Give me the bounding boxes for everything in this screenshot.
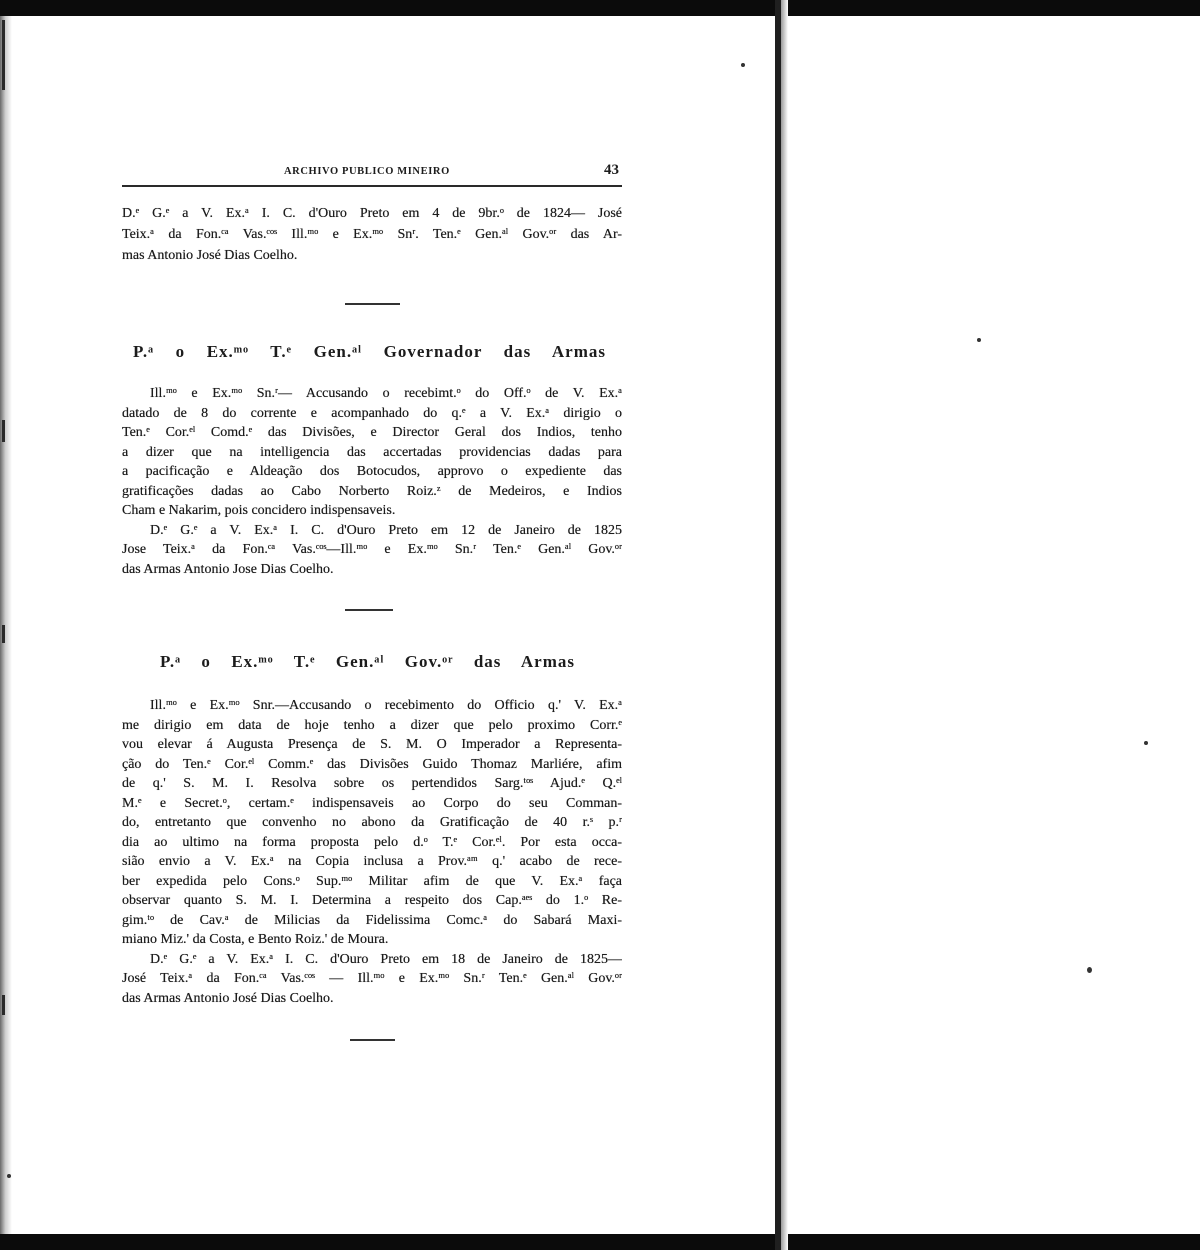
text-line: gratificações dadas ao Cabo Norberto Roiz.ᶻ de Medeiros, e Indios	[122, 483, 622, 499]
intro-paragraph	[122, 203, 622, 266]
text-line: miano Miz.' da Costa, e Bento Roiz.' de Moura.	[122, 932, 389, 947]
text-line: ber expedida pelo Cons.ᵒ Sup.ᵐᵒ Militar afim de que V. Ex.ᵃ faça	[122, 873, 622, 889]
text-line: José Teix.ᵃ da Fon.ᶜᵃ Vas.ᶜᵒˢ — Ill.ᵐᵒ e Ex.ᵐᵒ Sn.ʳ Ten.ᵉ Gen.ᵃˡ Gov.ᵒʳ	[122, 971, 622, 986]
letter-heading: P.ᵃ o Ex.ᵐᵒ T.ᵉ Gen.ᵃˡ Gov.ᵒʳ das Armas	[160, 652, 575, 671]
spine-shadow	[781, 0, 788, 1250]
text-line: observar quanto S. M. I. Determina a respeito dos Cap.ᵃᵉˢ do 1.ᵒ Re-	[122, 893, 622, 908]
text-line: D.ᵉ G.ᵉ a V. Ex.ᵃ I. C. d'Ouro Preto em 12 de Janeiro de 1825	[150, 522, 622, 538]
scan-speck	[1144, 741, 1148, 745]
letter-body	[122, 384, 622, 579]
text-line: Ill.ᵐᵒ e Ex.ᵐᵒ Sn.ʳ— Accusando o recebimt.ᵒ do Off.ᵒ de V. Ex.ᵃ	[150, 386, 622, 401]
text-line: datado de 8 do corrente e acompanhado do q.ᵉ a V. Ex.ᵃ dirigio o	[122, 405, 622, 421]
text-line: Ill.ᵐᵒ e Ex.ᵐᵒ Snr.—Accusando o recebimento do Officio q.' V. Ex.ᵃ	[150, 698, 622, 713]
text-line: dia ao ultimo na forma proposta pelo d.ᵒ T.ᵉ Cor.ᵉˡ. Por esta occa-	[122, 834, 622, 850]
edge-mark	[2, 625, 5, 643]
text-line: Cham e Nakarim, pois concidero indispensaveis.	[122, 503, 396, 518]
section-separator	[350, 1039, 395, 1041]
scan-top-border	[0, 0, 1200, 16]
letter-body	[122, 696, 622, 1008]
text-line: das Armas Antonio José Dias Coelho.	[122, 990, 334, 1006]
text-line: M.ᵉ e Secret.ᵒ, certam.ᵉ indispensaveis ao Corpo do seu Comman-	[122, 795, 622, 811]
text-line: de q.' S. M. I. Resolva sobre os pertendidos Sarg.ᵗᵒˢ Ajud.ᵉ Q.ᵉˡ	[122, 776, 622, 791]
text-line: sião envio a V. Ex.ᵃ na Copia inclusa a Prov.ᵃᵐ q.' acabo de rece-	[122, 854, 622, 869]
text-line: D.ᵉ G.ᵉ a V. Ex.ᵃ I. C. d'Ouro Preto em 18 de Janeiro de 1825—	[150, 951, 622, 967]
scan-speck	[977, 338, 981, 342]
text-line: Ten.ᵉ Cor.ᵉˡ Comd.ᵉ das Divisões, e Director Geral dos Indios, tenho	[122, 425, 622, 440]
text-line: das Armas Antonio Jose Dias Coelho.	[122, 561, 334, 577]
text-line: gim.ᵗᵒ de Cav.ᵃ de Milicias da Fidelissima Comc.ᵃ do Sabará Maxi-	[122, 912, 622, 928]
edge-mark	[2, 995, 5, 1015]
running-title: ARCHIVO PUBLICO MINEIRO	[284, 166, 450, 177]
text-line: a pacificação e Aldeação dos Botocudos, approvo o expediente das	[122, 464, 622, 479]
text-line: a dizer que na intelligencia das accertadas providencias dadas para	[122, 444, 622, 460]
edge-mark	[2, 420, 5, 442]
text-line: ção do Ten.ᵉ Cor.ᵉˡ Comm.ᵉ das Divisões Guido Thomaz Marliére, afim	[122, 756, 622, 772]
page-number: 43	[604, 162, 619, 178]
scan-bottom-border	[0, 1234, 1200, 1250]
text-line: Jose Teix.ᵃ da Fon.ᶜᵃ Vas.ᶜᵒˢ—Ill.ᵐᵒ e Ex.ᵐᵒ Sn.ʳ Ten.ᵉ Gen.ᵃˡ Gov.ᵒʳ	[122, 542, 622, 557]
header-rule	[122, 185, 622, 187]
text-line: mas Antonio José Dias Coelho.	[122, 248, 298, 263]
text-line: me dirigio em data de hoje tenho a dizer que pelo proximo Corr.ᵉ	[122, 717, 622, 733]
text-line: Teix.ᵃ da Fon.ᶜᵃ Vas.ᶜᵒˢ Ill.ᵐᵒ e Ex.ᵐᵒ Snʳ. Ten.ᵉ Gen.ᵃˡ Gov.ᵒʳ das Ar-	[122, 227, 622, 242]
section-separator	[345, 303, 400, 305]
text-line: vou elevar á Augusta Presença de S. M. O Imperador a Representa-	[122, 737, 622, 752]
scan-speck	[1087, 967, 1092, 973]
section-separator	[345, 609, 393, 611]
letter-heading: P.ᵃ o Ex.ᵐᵒ T.ᵉ Gen.ᵃˡ Governador das Armas	[133, 342, 606, 361]
scan-speck	[741, 63, 745, 67]
scan-speck	[7, 1174, 11, 1178]
text-line: D.ᵉ G.ᵉ a V. Ex.ᵃ I. C. d'Ouro Preto em 4 de 9br.ᵒ de 1824— José	[122, 206, 622, 221]
edge-mark	[2, 20, 5, 90]
text-line: do, entretanto que convenho no abono da Gratificação de 40 r.ˢ p.ʳ	[122, 815, 622, 830]
